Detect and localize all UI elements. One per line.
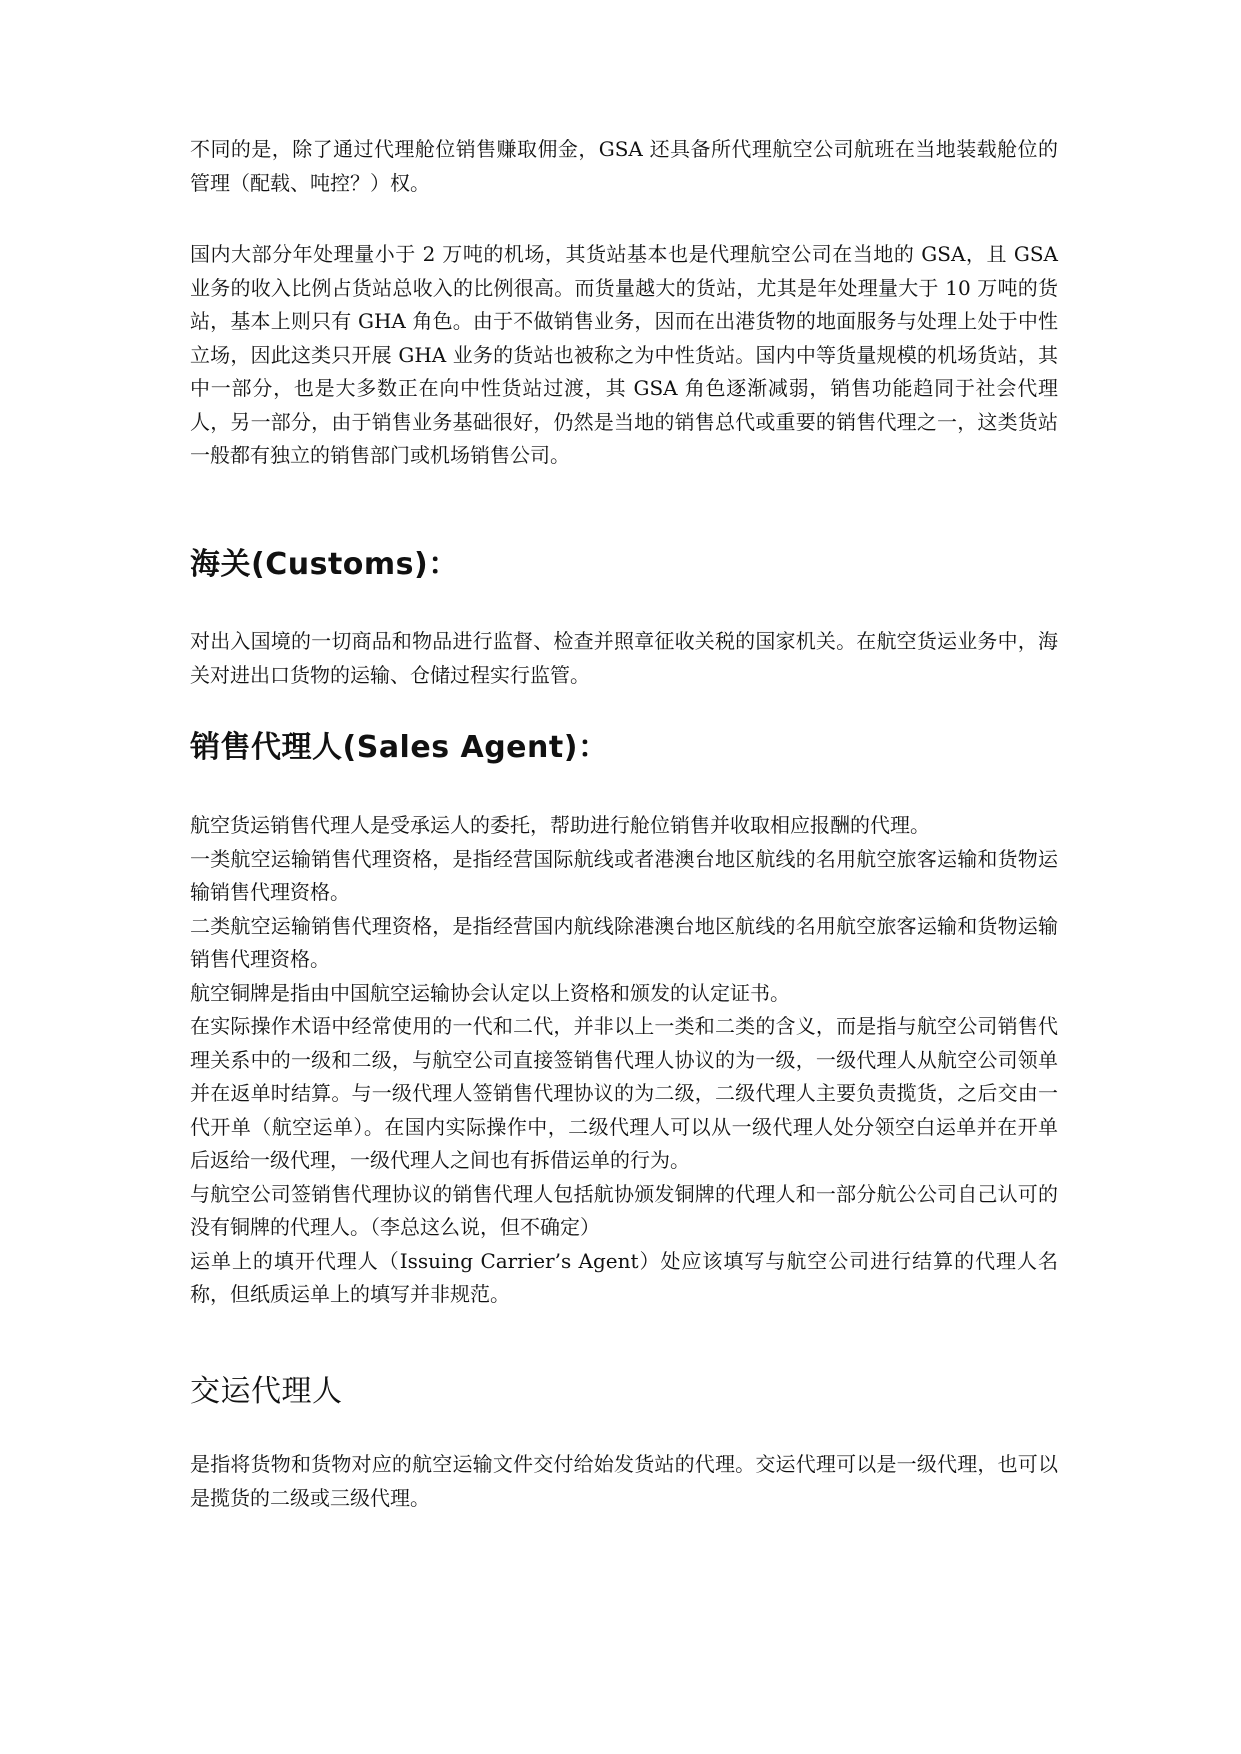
heading-delivery-agent: 交运代理人 bbox=[190, 1374, 343, 1409]
paragraph-customs: 对出入国境的一切商品和物品进行监督、检查并照章征收关税的国家机关。在航空货运业务中，海关对进出口货物的运输、仓储过程实行监管。 bbox=[190, 629, 1058, 687]
sales-agent-section bbox=[190, 728, 1058, 768]
sales-agent-line: 航空铜牌是指由中国航空运输协会认定以上资格和颁发的认定证书。 bbox=[190, 980, 790, 1005]
sales-agent-line: 在实际操作术语中经常使用的一代和二代，并非以上一类和二类的含义，而是指与航空公司销售代理关系中的一级和二级，与航空公司直接签销售代理人协议的为一级，一级代理人从航空公司领单并在返单时结算。与一级代理人签销售代理协议的为二级，二级代理人主要负责揽货，之后交由一代开单（航空运单）。在国内实际操作中，二级代理人可以从一级代理人处分领空白运单并在开单后返给一级代理，一级代理人之间也有拆借运单的行为。 bbox=[190, 1014, 1058, 1172]
customs-section bbox=[190, 545, 1058, 585]
paragraph-delivery-agent: 是指将货物和货物对应的航空运输文件交付给始发货站的代理。交运代理可以是一级代理，也可以是揽货的二级或三级代理。 bbox=[190, 1452, 1058, 1510]
heading-sales-agent: 销售代理人(Sales Agent)： bbox=[190, 730, 609, 765]
customs-body bbox=[190, 625, 1058, 692]
paragraph-gsa-role: 不同的是，除了通过代理舱位销售赚取佣金，GSA 还具备所代理航空公司航班在当地装载舱位的管理（配载、吨控？）权。 bbox=[190, 137, 1058, 195]
sales-agent-line: 运单上的填开代理人（Issuing Carrier’s Agent）处应该填写与航空公司进行结算的代理人名称，但纸质运单上的填写并非规范。 bbox=[190, 1248, 1058, 1306]
paragraph-cargo-terminal: 国内大部分年处理量小于 2 万吨的机场，其货站基本也是代理航空公司在当地的 GSA，且 GSA 业务的收入比例占货站总收入的比例很高。而货量越大的货站，尤其是年处理量大于 10 万吨的货站，基本上则只有 GHA 角色。由于不做销售业务，因而在出港货物的地面服务与处理上处于中性立场，因此这类只开展 GHA 业务的货站也被称之为中性货站。国内中等货量规模的机场货站，其中一部分，也是大多数正在向中性货站过渡，其 GSA 角色逐渐减弱，销售功能趋同于社会代理人，另一部分，由于销售业务基础很好，仍然是当地的销售总代或重要的销售代理之一，这类货站一般都有独立的销售部门或机场销售公司。 bbox=[190, 242, 1058, 467]
sales-agent-line: 一类航空运输销售代理资格，是指经营国际航线或者港澳台地区航线的名用航空旅客运输和货物运输销售代理资格。 bbox=[190, 846, 1058, 904]
sales-agent-line: 与航空公司签销售代理协议的销售代理人包括航协颁发铜牌的代理人和一部分航公公司自己认可的没有铜牌的代理人。（李总这么说，但不确定） bbox=[190, 1181, 1058, 1239]
heading-customs: 海关(Customs)： bbox=[190, 547, 459, 582]
intro-section-2 bbox=[190, 238, 1058, 473]
sales-agent-line: 二类航空运输销售代理资格，是指经营国内航线除港澳台地区航线的名用航空旅客运输和货物运输销售代理资格。 bbox=[190, 913, 1058, 971]
sales-agent-line: 航空货运销售代理人是受承运人的委托，帮助进行舱位销售并收取相应报酬的代理。 bbox=[190, 813, 930, 837]
intro-section bbox=[190, 133, 1058, 200]
delivery-agent-section bbox=[190, 1372, 1058, 1412]
delivery-agent-body bbox=[190, 1448, 1058, 1515]
sales-agent-body bbox=[190, 809, 1058, 1312]
